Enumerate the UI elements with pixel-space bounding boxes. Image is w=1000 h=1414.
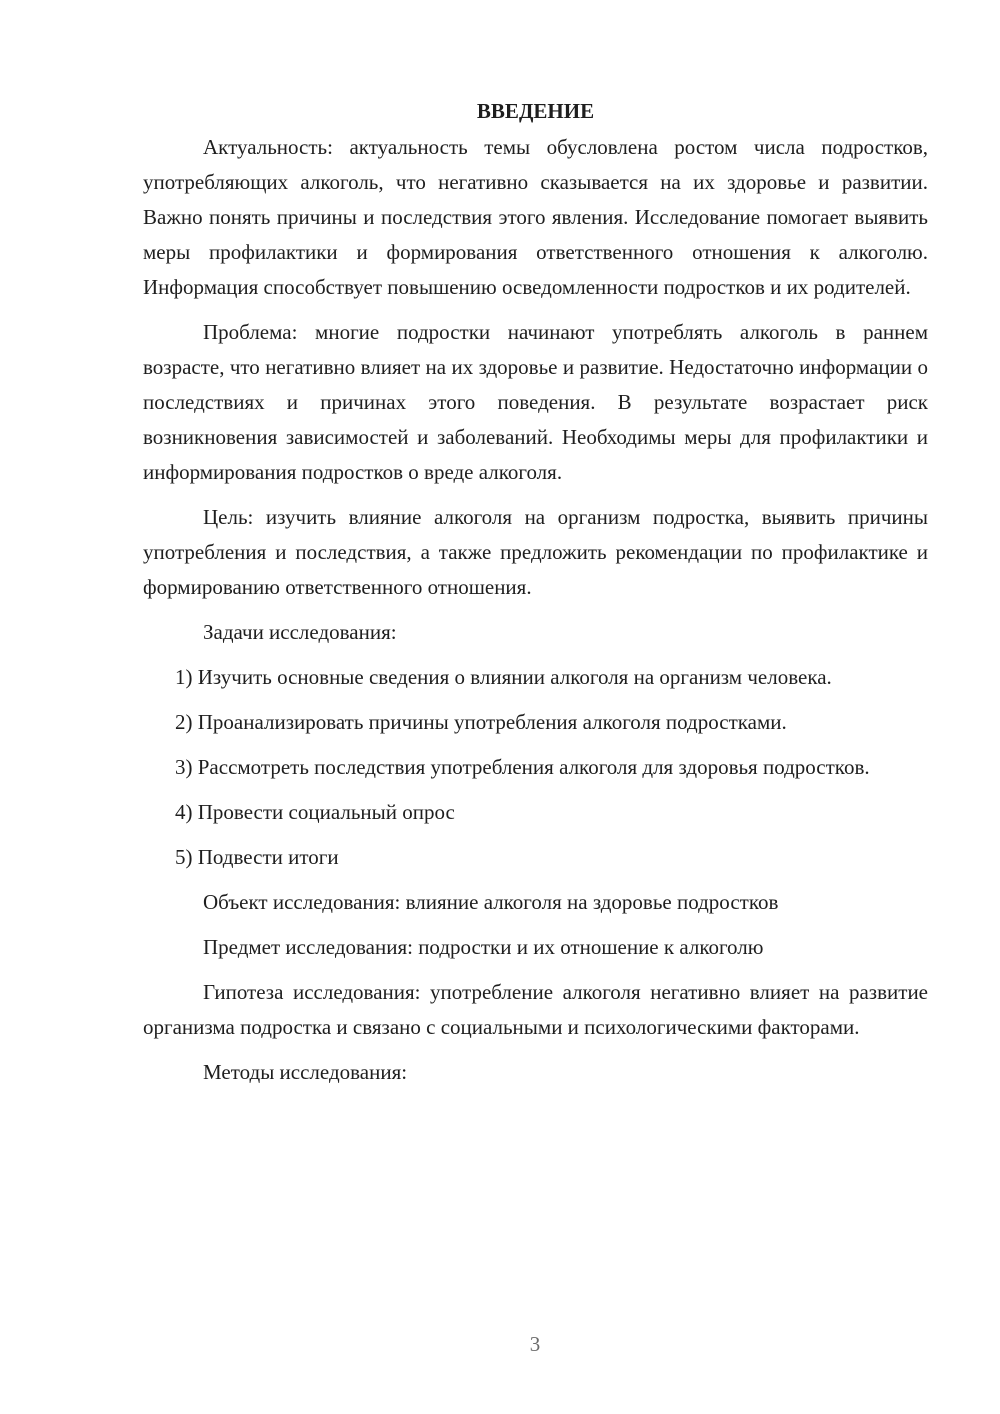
task-item: 1) Изучить основные сведения о влиянии алкоголя на организм человека. — [175, 665, 832, 689]
problem-paragraph: Проблема: многие подростки начинают употреблять алкоголь в раннем возрасте, что негативно влияет на их здоровье и развитие. Недостаточно информации о последствиях и причинах этого поведения. В результате возрастает риск возникновения зависимостей и заболеваний. Необходимы меры для профилактики и информирования подростков о вреде алкоголя. — [143, 320, 928, 484]
task-item: 2) Проанализировать причины употребления алкоголя подростками. — [175, 710, 787, 734]
hypothesis-paragraph: Гипотеза исследования: употребление алкоголя негативно влияет на развитие организма подростка и связано с социальными и психологическими факторами. — [143, 980, 928, 1039]
document-page — [143, 96, 928, 1100]
methods-heading: Методы исследования: — [203, 1060, 408, 1084]
relevance-paragraph: Актуальность: актуальность темы обусловлена ростом числа подростков, употребляющих алкоголь, что негативно сказывается на их здоровье и развитии. Важно понять причины и последствия этого явления. Исследование помогает выявить меры профилактики и формирования ответственного отношения к алкоголю. Информация способствует повышению осведомленности подростков и их родителей. — [143, 135, 928, 299]
task-item: 3) Рассмотреть последствия употребления алкоголя для здоровья подростков. — [175, 755, 870, 779]
goal-paragraph: Цель: изучить влияние алкоголя на организм подростка, выявить причины употребления и последствия, а также предложить рекомендации по профилактике и формированию ответственного отношения. — [143, 505, 928, 599]
tasks-heading: Задачи исследования: — [203, 620, 397, 644]
object-paragraph: Объект исследования: влияние алкоголя на здоровье подростков — [203, 890, 779, 914]
page-number: 3 — [529, 1332, 541, 1356]
subject-paragraph: Предмет исследования: подростки и их отношение к алкоголю — [203, 935, 764, 959]
task-item: 4) Провести социальный опрос — [175, 800, 455, 824]
task-item: 5) Подвести итоги — [175, 845, 339, 869]
section-title: ВВЕДЕНИЕ — [476, 99, 595, 123]
